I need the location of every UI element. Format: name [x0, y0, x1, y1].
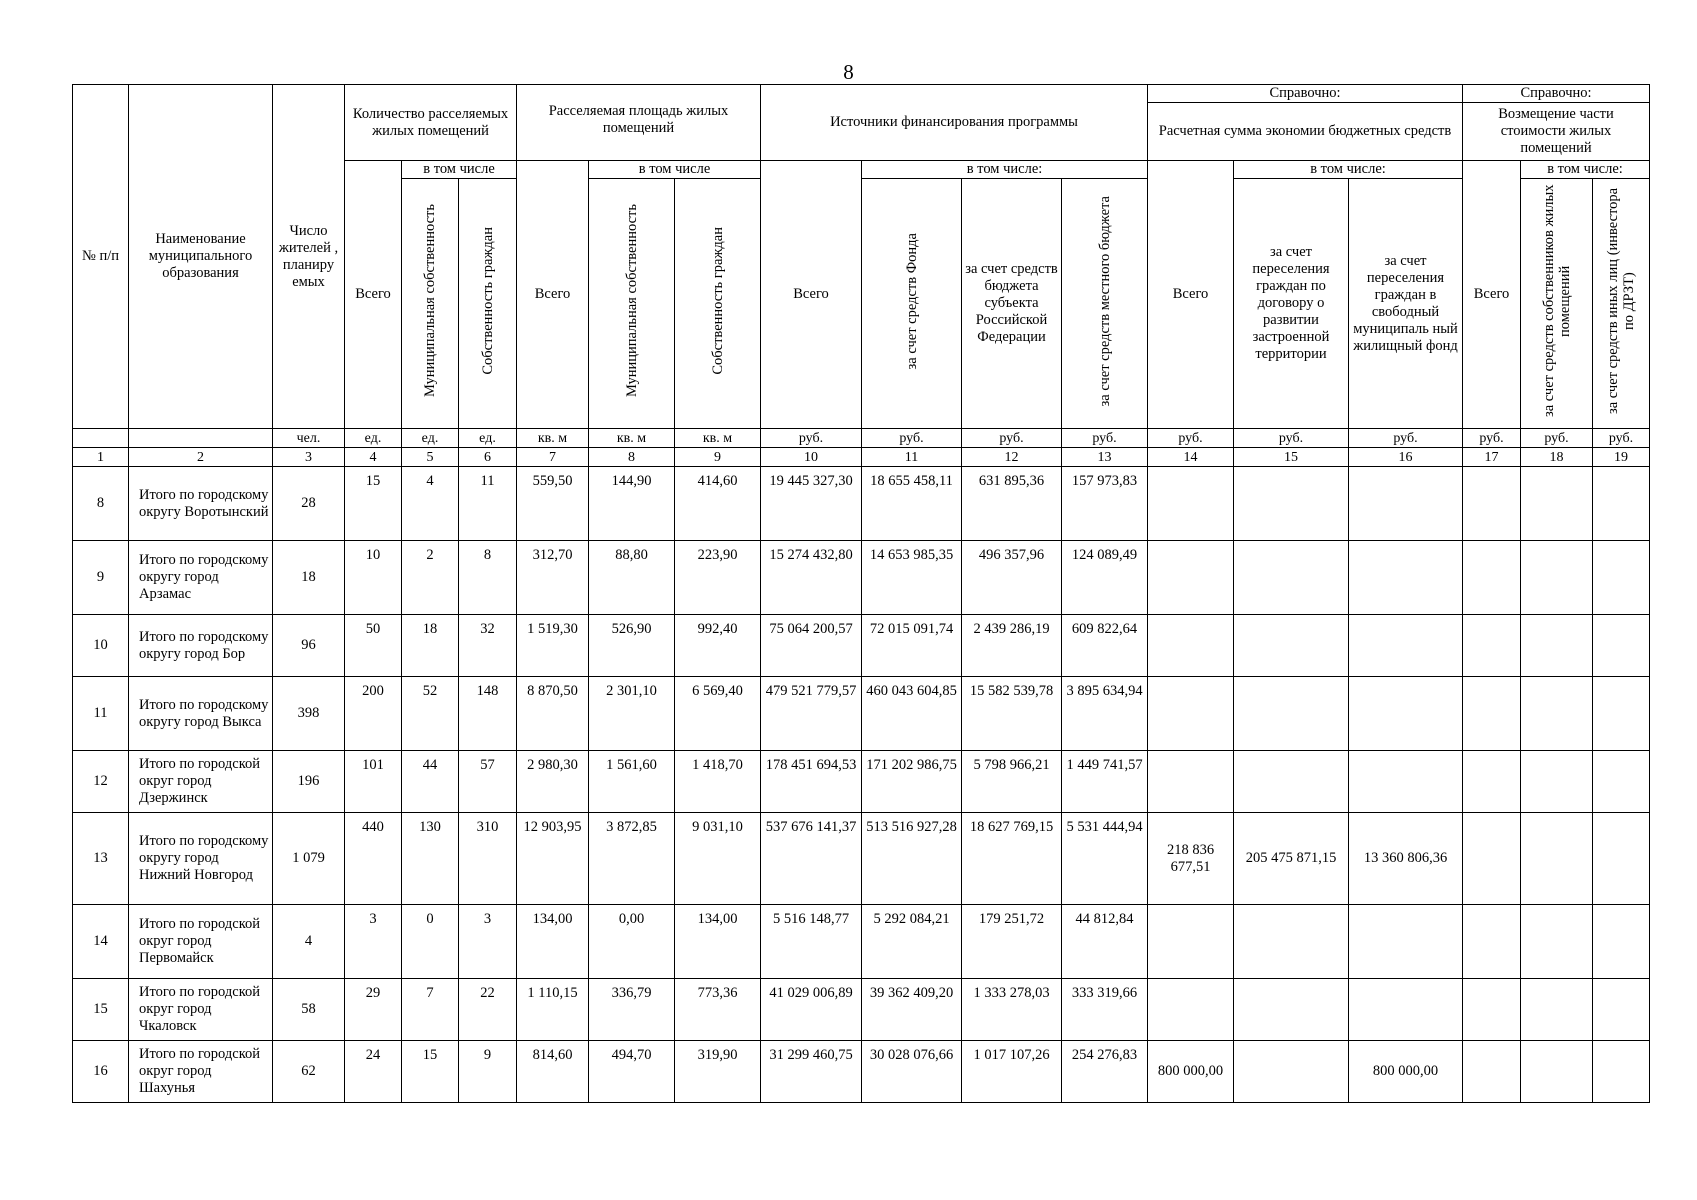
unit-cell: руб. [1349, 429, 1463, 448]
row-value-cell: 30 028 076,66 [862, 1041, 962, 1103]
row-value-cell: 3 872,85 [589, 813, 675, 905]
table-row [73, 541, 1650, 615]
row-value-cell: 8 [459, 541, 517, 615]
row-value-cell [1593, 813, 1650, 905]
unit-cell: кв. м [517, 429, 589, 448]
row-value-cell: 4 [402, 467, 459, 541]
row-value-cell: 58 [273, 979, 345, 1041]
header-area-citizens: Собственность граждан [675, 179, 761, 429]
units-row [73, 429, 1650, 448]
row-value-cell [1234, 615, 1349, 677]
unit-cell: руб. [962, 429, 1062, 448]
table-row [73, 615, 1650, 677]
row-value-cell: 5 292 084,21 [862, 905, 962, 979]
row-value-cell: 205 475 871,15 [1234, 813, 1349, 905]
row-name-cell: Итого по городской округ город Первомайск [129, 905, 273, 979]
header-econ-total: Всего [1148, 161, 1234, 429]
row-value-cell: 440 [345, 813, 402, 905]
row-value-cell [1349, 467, 1463, 541]
row-number-cell: 12 [73, 751, 129, 813]
row-value-cell [1521, 541, 1593, 615]
unit-cell [129, 429, 273, 448]
row-value-cell: 254 276,83 [1062, 1041, 1148, 1103]
unit-cell: руб. [1463, 429, 1521, 448]
header-qty-total: Всего [345, 161, 402, 429]
row-value-cell: 800 000,00 [1148, 1041, 1234, 1103]
row-value-cell: 88,80 [589, 541, 675, 615]
header-fin-group: Источники финансирования программы [761, 85, 1148, 161]
row-value-cell: 18 627 769,15 [962, 813, 1062, 905]
header-qty-citizens: Собственность граждан [459, 179, 517, 429]
row-value-cell: 52 [402, 677, 459, 751]
row-value-cell: 179 251,72 [962, 905, 1062, 979]
row-number-cell: 14 [73, 905, 129, 979]
unit-cell: руб. [1062, 429, 1148, 448]
row-value-cell [1349, 541, 1463, 615]
row-value-cell [1521, 467, 1593, 541]
row-value-cell [1148, 905, 1234, 979]
row-value-cell: 62 [273, 1041, 345, 1103]
row-name-cell: Итого по городской округ город Дзержинск [129, 751, 273, 813]
row-name-cell: Итого по городской округ город Шахунья [129, 1041, 273, 1103]
row-value-cell: 130 [402, 813, 459, 905]
row-value-cell: 631 895,36 [962, 467, 1062, 541]
row-value-cell [1234, 541, 1349, 615]
row-value-cell: 494,70 [589, 1041, 675, 1103]
row-number-cell: 9 [73, 541, 129, 615]
index-cell: 19 [1593, 448, 1650, 467]
index-cell: 10 [761, 448, 862, 467]
unit-cell: руб. [1234, 429, 1349, 448]
header-area-incl: в том числе [589, 161, 761, 179]
row-value-cell: 7 [402, 979, 459, 1041]
header-ref-2: Справочно: [1463, 85, 1650, 103]
row-value-cell [1521, 1041, 1593, 1103]
row-name-cell: Итого по городскому округу город Нижний Новгород [129, 813, 273, 905]
row-value-cell: 15 274 432,80 [761, 541, 862, 615]
row-value-cell: 134,00 [675, 905, 761, 979]
row-value-cell [1148, 677, 1234, 751]
row-value-cell [1463, 541, 1521, 615]
row-value-cell [1463, 751, 1521, 813]
index-cell: 7 [517, 448, 589, 467]
row-value-cell: 414,60 [675, 467, 761, 541]
row-value-cell: 157 973,83 [1062, 467, 1148, 541]
header-econ-free: за счет переселения граждан в свободный муниципаль ный жилищный фонд [1349, 179, 1463, 429]
row-value-cell: 19 445 327,30 [761, 467, 862, 541]
row-value-cell: 8 870,50 [517, 677, 589, 751]
row-value-cell: 57 [459, 751, 517, 813]
index-cell: 12 [962, 448, 1062, 467]
row-value-cell: 18 655 458,11 [862, 467, 962, 541]
header-comp-incl: в том числе: [1521, 161, 1650, 179]
index-cell: 1 [73, 448, 129, 467]
row-value-cell: 992,40 [675, 615, 761, 677]
row-value-cell [1234, 979, 1349, 1041]
row-value-cell: 31 299 460,75 [761, 1041, 862, 1103]
row-value-cell: 1 333 278,03 [962, 979, 1062, 1041]
row-value-cell [1521, 813, 1593, 905]
unit-cell: руб. [761, 429, 862, 448]
row-value-cell [1593, 541, 1650, 615]
row-value-cell: 124 089,49 [1062, 541, 1148, 615]
row-number-cell: 15 [73, 979, 129, 1041]
row-value-cell: 1 519,30 [517, 615, 589, 677]
row-value-cell: 15 582 539,78 [962, 677, 1062, 751]
table-row [73, 467, 1650, 541]
unit-cell: ед. [459, 429, 517, 448]
row-value-cell: 72 015 091,74 [862, 615, 962, 677]
row-value-cell: 200 [345, 677, 402, 751]
header-area-municipal: Муниципальная собственность [589, 179, 675, 429]
row-value-cell: 29 [345, 979, 402, 1041]
row-value-cell: 134,00 [517, 905, 589, 979]
row-value-cell: 44 [402, 751, 459, 813]
header-comp-group: Возмещение части стоимости жилых помещений [1463, 103, 1650, 161]
row-value-cell: 18 [402, 615, 459, 677]
header-residents: Число жителей , планиру емых [273, 85, 345, 429]
row-value-cell: 0,00 [589, 905, 675, 979]
row-value-cell [1521, 677, 1593, 751]
row-value-cell [1148, 751, 1234, 813]
unit-cell: кв. м [589, 429, 675, 448]
row-value-cell: 333 319,66 [1062, 979, 1148, 1041]
row-value-cell: 18 [273, 541, 345, 615]
index-cell: 6 [459, 448, 517, 467]
index-cell: 2 [129, 448, 273, 467]
row-value-cell [1148, 467, 1234, 541]
header-fin-subject: за счет средств бюджета субъекта Российской Федерации [962, 179, 1062, 429]
index-cell: 5 [402, 448, 459, 467]
row-value-cell [1349, 905, 1463, 979]
row-value-cell: 11 [459, 467, 517, 541]
row-value-cell [1593, 751, 1650, 813]
index-cell: 17 [1463, 448, 1521, 467]
index-cell: 18 [1521, 448, 1593, 467]
index-cell: 14 [1148, 448, 1234, 467]
row-value-cell: 2 439 286,19 [962, 615, 1062, 677]
row-value-cell: 310 [459, 813, 517, 905]
row-value-cell: 9 031,10 [675, 813, 761, 905]
row-value-cell: 218 836 677,51 [1148, 813, 1234, 905]
row-value-cell: 460 043 604,85 [862, 677, 962, 751]
row-name-cell: Итого по городскому округу город Бор [129, 615, 273, 677]
row-value-cell [1349, 751, 1463, 813]
row-value-cell: 3 [345, 905, 402, 979]
header-area-group: Расселяемая площадь жилых помещений [517, 85, 761, 161]
row-value-cell: 1 017 107,26 [962, 1041, 1062, 1103]
unit-cell: ед. [345, 429, 402, 448]
row-value-cell: 479 521 779,57 [761, 677, 862, 751]
header-area-total: Всего [517, 161, 589, 429]
row-value-cell: 10 [345, 541, 402, 615]
index-cell: 3 [273, 448, 345, 467]
row-value-cell [1463, 905, 1521, 979]
row-value-cell: 32 [459, 615, 517, 677]
table-row [73, 677, 1650, 751]
row-value-cell [1593, 615, 1650, 677]
row-value-cell: 773,36 [675, 979, 761, 1041]
row-name-cell: Итого по городскому округу Воротынский [129, 467, 273, 541]
row-value-cell [1593, 979, 1650, 1041]
row-value-cell: 171 202 986,75 [862, 751, 962, 813]
row-value-cell: 609 822,64 [1062, 615, 1148, 677]
row-value-cell: 6 569,40 [675, 677, 761, 751]
header-econ-incl: в том числе: [1234, 161, 1463, 179]
row-value-cell: 3 895 634,94 [1062, 677, 1148, 751]
row-value-cell: 1 079 [273, 813, 345, 905]
index-cell: 11 [862, 448, 962, 467]
row-value-cell: 5 531 444,94 [1062, 813, 1148, 905]
row-name-cell: Итого по городскому округу город Арзамас [129, 541, 273, 615]
row-number-cell: 11 [73, 677, 129, 751]
table-row [73, 979, 1650, 1041]
row-value-cell [1593, 905, 1650, 979]
row-value-cell: 223,90 [675, 541, 761, 615]
index-cell: 13 [1062, 448, 1148, 467]
column-index-row [73, 448, 1650, 467]
index-cell: 8 [589, 448, 675, 467]
table-row [73, 1041, 1650, 1103]
row-value-cell: 336,79 [589, 979, 675, 1041]
row-value-cell: 24 [345, 1041, 402, 1103]
resettlement-table-full [72, 84, 1650, 1103]
row-value-cell [1593, 467, 1650, 541]
row-value-cell: 319,90 [675, 1041, 761, 1103]
row-value-cell [1234, 905, 1349, 979]
row-value-cell: 1 110,15 [517, 979, 589, 1041]
unit-cell: руб. [1593, 429, 1650, 448]
row-value-cell: 144,90 [589, 467, 675, 541]
row-name-cell: Итого по городскому округу город Выкса [129, 677, 273, 751]
row-value-cell: 1 561,60 [589, 751, 675, 813]
row-value-cell [1463, 979, 1521, 1041]
row-value-cell: 178 451 694,53 [761, 751, 862, 813]
index-cell: 4 [345, 448, 402, 467]
row-value-cell: 5 516 148,77 [761, 905, 862, 979]
row-value-cell: 39 362 409,20 [862, 979, 962, 1041]
row-number-cell: 8 [73, 467, 129, 541]
row-number-cell: 10 [73, 615, 129, 677]
row-value-cell [1463, 615, 1521, 677]
unit-cell: руб. [1521, 429, 1593, 448]
row-value-cell [1593, 677, 1650, 751]
row-value-cell [1521, 905, 1593, 979]
row-value-cell: 22 [459, 979, 517, 1041]
row-value-cell: 41 029 006,89 [761, 979, 862, 1041]
row-value-cell [1349, 677, 1463, 751]
row-value-cell: 2 980,30 [517, 751, 589, 813]
row-value-cell: 2 [402, 541, 459, 615]
header-fin-fund: за счет средств Фонда [862, 179, 962, 429]
unit-cell: чел. [273, 429, 345, 448]
row-value-cell [1234, 467, 1349, 541]
row-value-cell: 2 301,10 [589, 677, 675, 751]
row-value-cell [1234, 1041, 1349, 1103]
row-value-cell: 75 064 200,57 [761, 615, 862, 677]
header-econ-dev: за счет переселения граждан по договору о развитии застроенной территории [1234, 179, 1349, 429]
row-value-cell [1148, 979, 1234, 1041]
header-qty-municipal: Муниципальная собственность [402, 179, 459, 429]
row-value-cell [1349, 979, 1463, 1041]
row-value-cell [1521, 615, 1593, 677]
header-ref-1: Справочно: [1148, 85, 1463, 103]
row-value-cell: 537 676 141,37 [761, 813, 862, 905]
header-qty-group: Количество расселяемых жилых помещений [345, 85, 517, 161]
unit-cell: руб. [862, 429, 962, 448]
unit-cell [73, 429, 129, 448]
row-value-cell: 814,60 [517, 1041, 589, 1103]
unit-cell: руб. [1148, 429, 1234, 448]
row-value-cell: 559,50 [517, 467, 589, 541]
row-value-cell: 15 [402, 1041, 459, 1103]
row-value-cell: 398 [273, 677, 345, 751]
row-value-cell: 3 [459, 905, 517, 979]
header-np: № п/п [73, 85, 129, 429]
unit-cell: кв. м [675, 429, 761, 448]
header-name: Наименование муниципального образования [129, 85, 273, 429]
row-value-cell [1521, 979, 1593, 1041]
row-number-cell: 13 [73, 813, 129, 905]
header-econ-group: Расчетная сумма экономии бюджетных средств [1148, 103, 1463, 161]
table-row [73, 813, 1650, 905]
row-value-cell: 513 516 927,28 [862, 813, 962, 905]
row-name-cell: Итого по городской округ город Чкаловск [129, 979, 273, 1041]
page-number: 8 [843, 60, 854, 84]
row-value-cell: 312,70 [517, 541, 589, 615]
row-value-cell: 5 798 966,21 [962, 751, 1062, 813]
row-value-cell: 101 [345, 751, 402, 813]
data-rows [73, 467, 1650, 1103]
row-value-cell [1463, 467, 1521, 541]
header-fin-total: Всего [761, 161, 862, 429]
row-value-cell [1234, 677, 1349, 751]
row-value-cell: 9 [459, 1041, 517, 1103]
row-value-cell [1148, 615, 1234, 677]
row-value-cell: 526,90 [589, 615, 675, 677]
row-value-cell [1234, 751, 1349, 813]
row-value-cell: 196 [273, 751, 345, 813]
row-value-cell [1463, 1041, 1521, 1103]
row-value-cell: 15 [345, 467, 402, 541]
row-value-cell: 44 812,84 [1062, 905, 1148, 979]
row-value-cell [1521, 751, 1593, 813]
header-fin-incl: в том числе: [862, 161, 1148, 179]
row-value-cell: 1 418,70 [675, 751, 761, 813]
row-value-cell: 0 [402, 905, 459, 979]
table-row [73, 905, 1650, 979]
header-comp-others: за счет средств иных лиц (инвестора по ДРЗТ) [1593, 179, 1650, 429]
unit-cell: ед. [402, 429, 459, 448]
header-comp-total: Всего [1463, 161, 1521, 429]
row-value-cell: 14 653 985,35 [862, 541, 962, 615]
row-value-cell [1463, 813, 1521, 905]
row-value-cell: 13 360 806,36 [1349, 813, 1463, 905]
table-row [73, 751, 1650, 813]
row-value-cell: 28 [273, 467, 345, 541]
row-value-cell: 1 449 741,57 [1062, 751, 1148, 813]
index-cell: 16 [1349, 448, 1463, 467]
index-cell: 9 [675, 448, 761, 467]
header-qty-incl: в том числе [402, 161, 517, 179]
row-number-cell: 16 [73, 1041, 129, 1103]
row-value-cell: 12 903,95 [517, 813, 589, 905]
row-value-cell: 800 000,00 [1349, 1041, 1463, 1103]
row-value-cell [1148, 541, 1234, 615]
row-value-cell [1349, 615, 1463, 677]
row-value-cell [1463, 677, 1521, 751]
index-cell: 15 [1234, 448, 1349, 467]
row-value-cell [1593, 1041, 1650, 1103]
header-fin-local: за счет средств местного бюджета [1062, 179, 1148, 429]
row-value-cell: 4 [273, 905, 345, 979]
row-value-cell: 50 [345, 615, 402, 677]
row-value-cell: 96 [273, 615, 345, 677]
header-comp-owners: за счет средств собственников жилых помещений [1521, 179, 1593, 429]
row-value-cell: 496 357,96 [962, 541, 1062, 615]
row-value-cell: 148 [459, 677, 517, 751]
